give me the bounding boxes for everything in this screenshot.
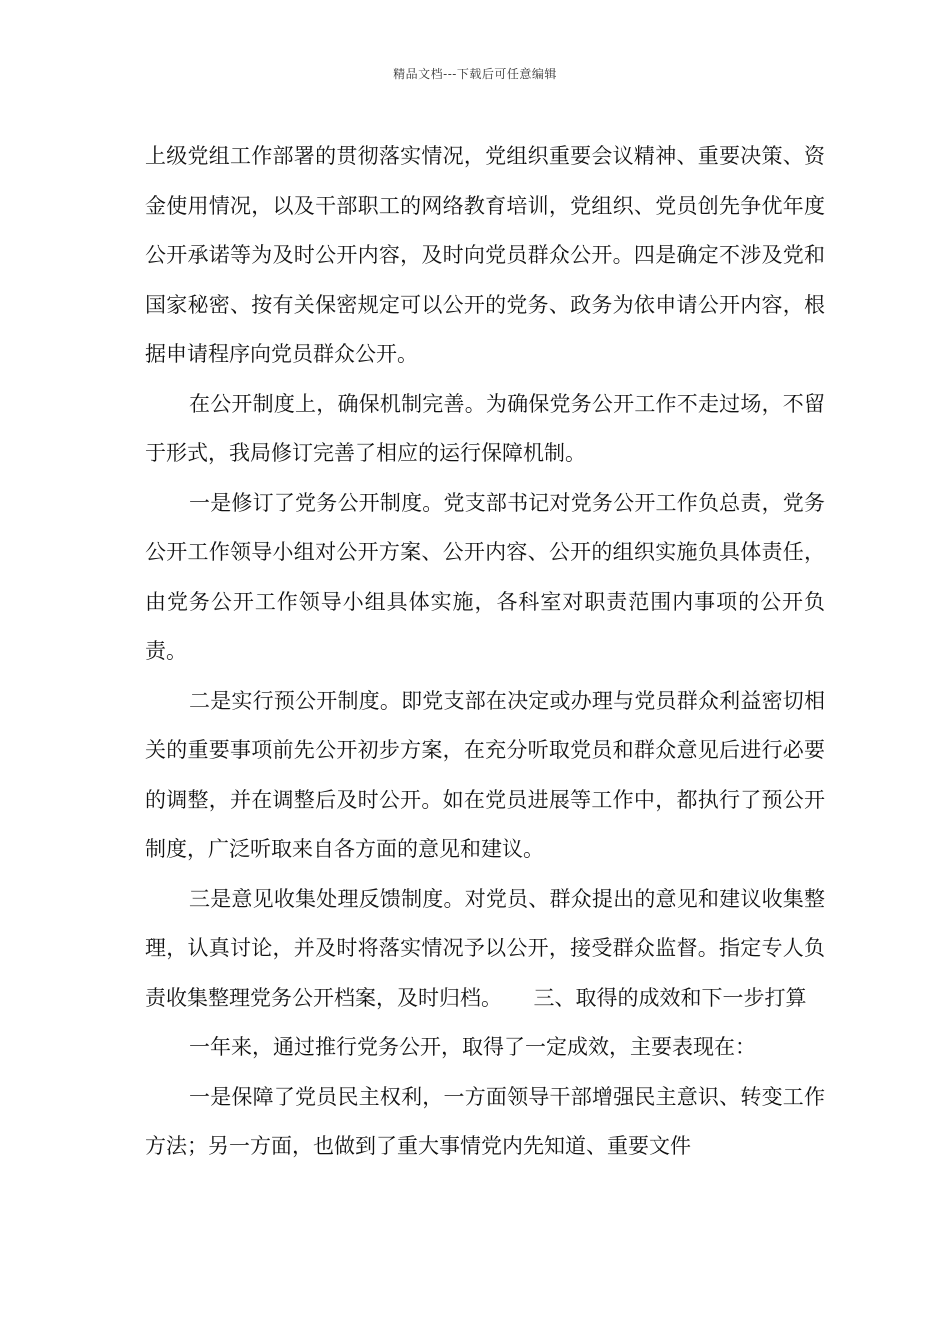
paragraph-2: 在公开制度上，确保机制完善。为确保党务公开工作不走过场，不留于形式，我局修订完善了相应的运行保障机制。 bbox=[145, 391, 825, 465]
paragraph-6: 一年来，通过推行党务公开，取得了一定成效，主要表现在： bbox=[189, 1035, 756, 1059]
page-header: 精品文档---下载后可任意编辑 bbox=[393, 67, 557, 81]
paragraph-4: 二是实行预公开制度。即党支部在决定或办理与党员群众利益密切相关的重要事项前先公开初步方案，在充分听取党员和群众意见后进行必要的调整，并在调整后及时公开。如在党员进展等工作中，都执行了预公开制度，广泛听取来自各方面的意见和建议。 bbox=[145, 688, 825, 861]
document-body bbox=[145, 132, 825, 1172]
paragraph-1: 上级党组工作部署的贯彻落实情况，党组织重要会议精神、重要决策、资金使用情况，以及干部职工的网络教育培训，党组织、党员创先争优年度公开承诺等为及时公开内容，及时向党员群众公开。四是确定不涉及党和国家秘密、按有关保密规定可以公开的党务、政务为依申请公开内容，根据申请程序向党员群众公开。 bbox=[145, 144, 825, 366]
paragraph-3: 一是修订了党务公开制度。党支部书记对党务公开工作负总责，党务公开工作领导小组对公开方案、公开内容、公开的组织实施负具体责任，由党务公开工作领导小组具体实施，各科室对职责范围内事项的公开负责。 bbox=[145, 490, 825, 663]
paragraph-5: 三是意见收集处理反馈制度。对党员、群众提出的意见和建议收集整理，认真讨论，并及时将落实情况予以公开，接受群众监督。指定专人负责收集整理党务公开档案，及时归档。 三、取得的成效和下一步打算 bbox=[145, 886, 825, 1010]
paragraph-7: 一是保障了党员民主权利，一方面领导干部增强民主意识、转变工作方法；另一方面，也做到了重大事情党内先知道、重要文件 bbox=[145, 1084, 825, 1158]
